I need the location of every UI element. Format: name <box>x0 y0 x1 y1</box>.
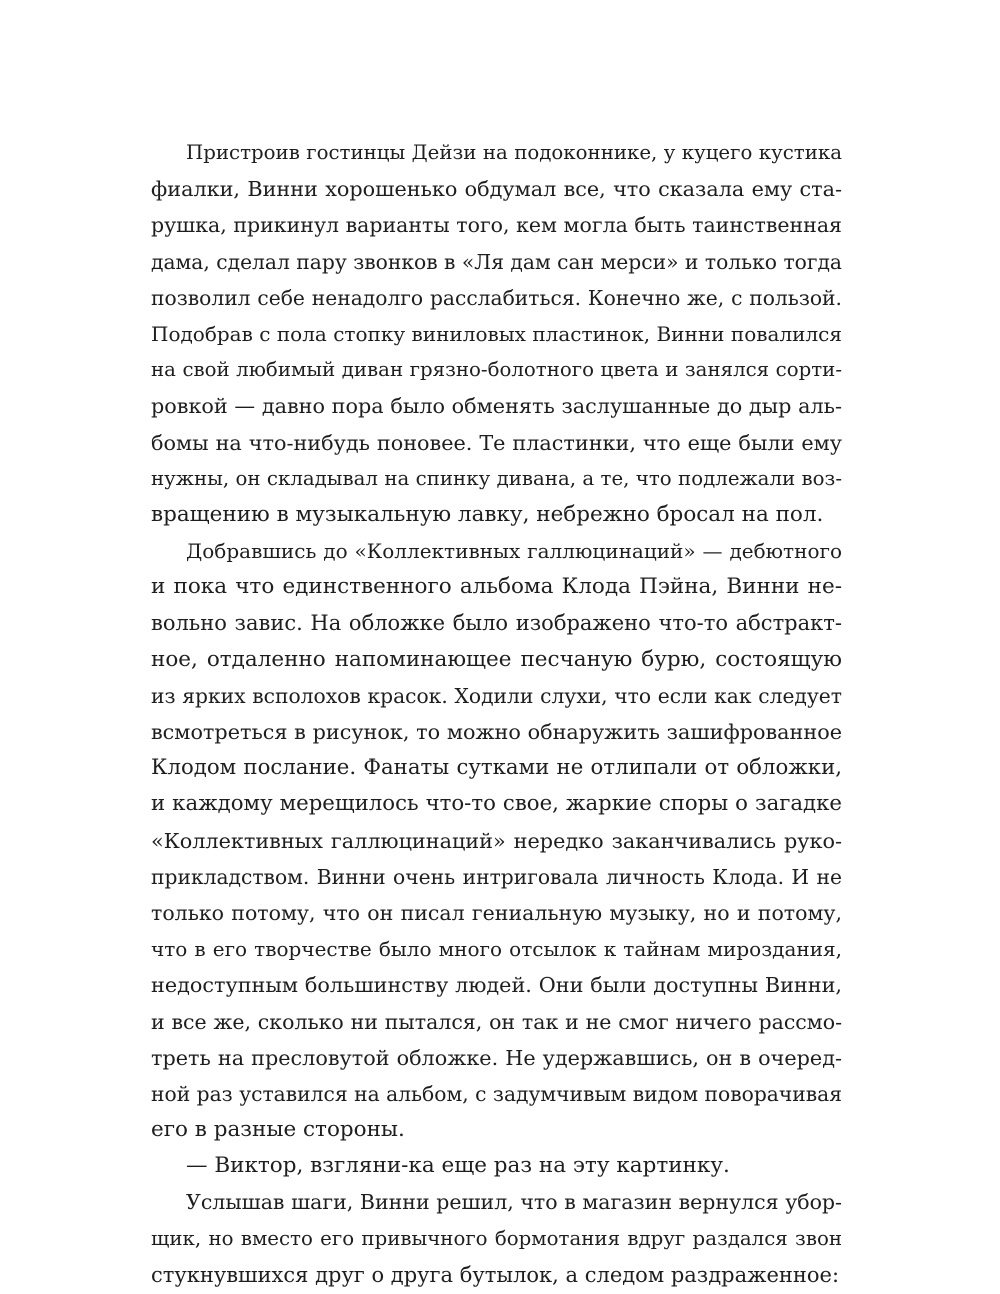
text-line: бомы на что-нибудь поновее. Те пластинки, что еще были ему <box>151 430 842 455</box>
text-line: стукнувшихся друг о друга бутылок, а следом раздраженное: <box>151 1262 840 1287</box>
text-line: Добравшись до «Коллективных галлюцинаций» — дебютного <box>186 539 842 564</box>
text-line: из ярких всполохов красок. Ходили слухи, что если как следует <box>151 683 842 708</box>
text-line: всмотреться в рисунок, то можно обнаружить зашифрованное <box>151 720 842 744</box>
text-line: позволил себе ненадолго расслабиться. Конечно же, с пользой. <box>151 285 842 310</box>
text-line: Пристроив гостинцы Дейзи на подоконнике, у куцего кустика <box>186 141 842 164</box>
text-line: дама, сделал пару звонков в «Ля дам сан мерси» и только тогда <box>151 249 842 274</box>
text-line: на свой любимый диван грязно-болотного цвета и занялся сорти- <box>151 358 842 382</box>
text-line: прикладством. Винни очень интриговала личность Клода. И не <box>151 864 842 889</box>
text-line: рушка, прикинул варианты того, кем могла быть таинственная <box>151 213 842 238</box>
text-line: вольно завис. На обложке было изображено что-то абстракт- <box>151 611 842 636</box>
text-line: ной раз уставился на альбом, с задумчивым видом поворачивая <box>151 1081 842 1106</box>
text-line: его в разные стороны. <box>151 1117 405 1143</box>
text-line: Услышав шаги, Винни решил, что в магазин вернулся убор- <box>186 1190 842 1215</box>
text-line: — Виктор, взгляни-ка еще раз на эту картинку. <box>186 1153 730 1179</box>
text-line: треть на пресловутой обложке. Не удержавшись, он в очеред- <box>151 1045 842 1070</box>
text-line: ровкой — давно пора было обменять заслушанные до дыр аль- <box>151 394 842 419</box>
text-line: недоступным большинству людей. Они были доступны Винни, <box>151 973 842 998</box>
text-line: вращению в музыкальную лавку, небрежно бросал на пол. <box>151 501 824 527</box>
text-line: «Коллективных галлюцинаций» нередко заканчивались руко- <box>151 828 842 853</box>
text-line: и пока что единственного альбома Клода Пэйна, Винни не- <box>151 574 842 600</box>
text-line: и все же, сколько ни пытался, он так и не смог ничего рассмо- <box>151 1009 842 1034</box>
text-line: Клодом послание. Фанаты сутками не отлипали от обложки, <box>151 755 842 781</box>
text-line: и каждому мерещилось что-то свое, жаркие споры о загадке <box>151 791 842 817</box>
text-line: нужны, он складывал на спинку дивана, а те, что подлежали воз- <box>151 466 842 490</box>
text-line: что в его творчестве было много отсылок к тайнам мироздания, <box>151 937 842 962</box>
text-line: фиалки, Винни хорошенько обдумал все, что сказала ему ста- <box>151 177 842 202</box>
text-line: ное, отдаленно напоминающее песчаную бурю, состоящую <box>151 646 842 672</box>
body-text <box>151 135 842 1293</box>
text-line: щик, но вместо его привычного бормотания вдруг раздался звон <box>151 1226 842 1250</box>
text-line: Подобрав с пола стопку виниловых пластинок, Винни повалился <box>151 321 842 346</box>
text-line: только потому, что он писал гениальную музыку, но и потому, <box>151 900 842 925</box>
